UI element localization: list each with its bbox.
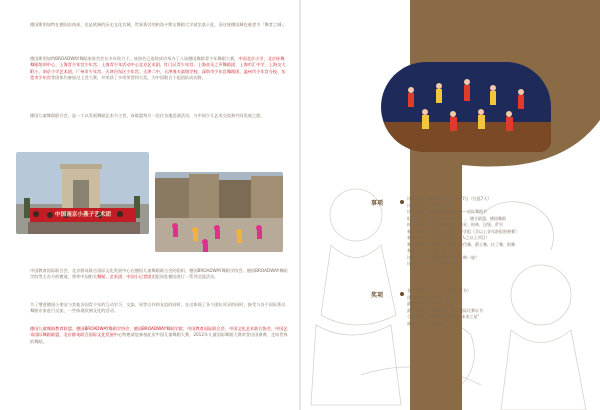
paragraph-4-red: 舞蹈、艺术团、中国小记者团 — [97, 274, 152, 280]
paragraph-3-text: 德国儿童舞蹈联合会，是一个以发展舞蹈艺术为主旨，该联盟每月一次往各地巡演活动，与中国少儿艺术交流和共同发展之愿。 — [30, 113, 265, 118]
section-1-line: 比赛方式：比赛场地舞台（第一期一轮） — [407, 254, 479, 260]
section-2-lines — [407, 288, 593, 327]
paragraph-2-outro: 等团体均参加过上述大赛，并荣获了多项荣誉和大奖，为中国数百个组团队成功路。 — [50, 75, 206, 81]
paragraph-2-red: 中国北京小学、北京炫舞舞蹈培训中心、上海青少年宫少年宫、上海青少年活动中心北京艺术团、红门区青少年宫、上海音乐之声舞蹈团、上海市汇中学、上海交大附小、南京小学艺术团、广州市少年宫、天津河东区少年宫、天津二中、天津逸夫高级学校、深圳市少年宫舞蹈团、温州市少年宫分校、东莞市少年宫 — [30, 56, 286, 81]
section-1-line: 参赛人数：每团队（4-30人） — [407, 248, 461, 253]
paragraph-4-intro: 中国教育国际联合会、北京群英联合国际文化发展中心在德国儿童舞蹈联合会的组织，德国BROADWAY舞蹈学协会、德国BROADWAY舞蹈学院等主办方的邀请，将率中国相关 — [30, 268, 288, 280]
section-1-line: 比赛时长：每个节目3分钟以内 — [407, 261, 462, 266]
photo-dancers-square — [155, 172, 283, 252]
section-1-line: 舞蹈种类：民族舞、芭蕾舞、现代舞、爵士舞、拉丁舞、街舞 — [407, 241, 515, 247]
paragraph-6-red: 德国儿童舞蹈教育联盟、德国BROADWAY舞蹈学协会、德国BROADWAY舞蹈学院、中国教育国际联合会、中国文化艺术联合协会、中国艺术国际舞蹈联盟、北京群英联合国际文化发展中心 — [30, 326, 288, 338]
section-2-line: 最佳参与演出奖及奖品，颁发国际比赛证书 — [407, 307, 483, 313]
paragraph-4 — [30, 268, 288, 281]
section-1-line: 组织单位：北京（Roland北京）、 德方联盟、德国舞蹈 — [407, 215, 506, 221]
paragraph-6-outro: 特邀请您参加此次中国儿童舞蹈大赛，2012年儿童国际舞蹈大赛荣誉出国参赛，走向世界的舞蹈。 — [30, 332, 288, 344]
section-2-line: 小记者证、2012年 特别评审 "未来之星" — [407, 314, 480, 319]
section-2-line: 最佳节目奖（证书） — [407, 301, 443, 306]
paragraph-4-outro: 团组同赴德国进行一系列交流活动。 — [151, 274, 219, 280]
paragraph-1 — [30, 22, 288, 28]
paragraph-5 — [30, 302, 288, 315]
section-1-line: 指导单位：德国、巴黎、巴伐利亚、柏林、汉堡、萨尔 — [407, 222, 503, 227]
section-1-line: 比赛时间：2012年8月1日-8月7日（往返7天） — [407, 196, 492, 201]
banner-text: 中国南京小燕子艺术团 — [55, 212, 111, 218]
section-1-line: 参赛组别：幼儿组、小学组、中学组（含以上各年龄组别参赛） — [407, 228, 519, 234]
paragraph-2 — [30, 56, 288, 82]
paragraph-6 — [30, 326, 288, 345]
section-2-line: 颁奖证书（奖盒证书） — [407, 320, 447, 326]
section-2-title: 奖项 — [371, 292, 384, 299]
section-1-line: 比赛场地：德国斯图加特剧院——国际舞蹈节 — [407, 209, 487, 214]
paragraph-2-intro: 德国斯图加特BROADWAY舞蹈家协会会长多年致力于，该协会已连续成功举办了八届德国舞蹈青少年舞蹈大赛， — [30, 56, 239, 61]
section-2-line: 各个级别的一、二、三等奖（证书） — [407, 288, 471, 293]
photo-stage-performance — [381, 62, 551, 152]
section-1-line: 比赛地点：2012年8月4日 — [407, 202, 455, 208]
section-2-line: 优秀组织奖、特别奖（证书） — [407, 294, 459, 300]
section-1-lines — [407, 196, 593, 268]
paragraph-5-text: 为了增进德国小朋友与其他各国青少年的互动学习、交流、同等合作和友谊的同时，在这体现了各个团队风采的同时，接受与各个国际著名舞蹈专家进行交流，一些体现欧洲文化的活动。 — [30, 302, 286, 314]
paragraph-3 — [30, 113, 288, 119]
right-page — [301, 0, 600, 410]
section-2-dot — [400, 292, 404, 296]
section-1-line: 参赛形式：个人/双人/团体（多人之以上项目） — [407, 235, 490, 240]
photo-arc-de-triomphe — [16, 152, 149, 234]
section-1-title: 事项 — [371, 200, 384, 207]
section-1-dot — [400, 200, 404, 204]
paragraph-1-text: 德国斯图加特在德国东南部，也是欧洲的历史文化名城，世界著名的柏洛卡斯宝舞蹈大学就坐落于此，而这座德国城也被誉为「舞者之城」。 — [30, 22, 288, 27]
